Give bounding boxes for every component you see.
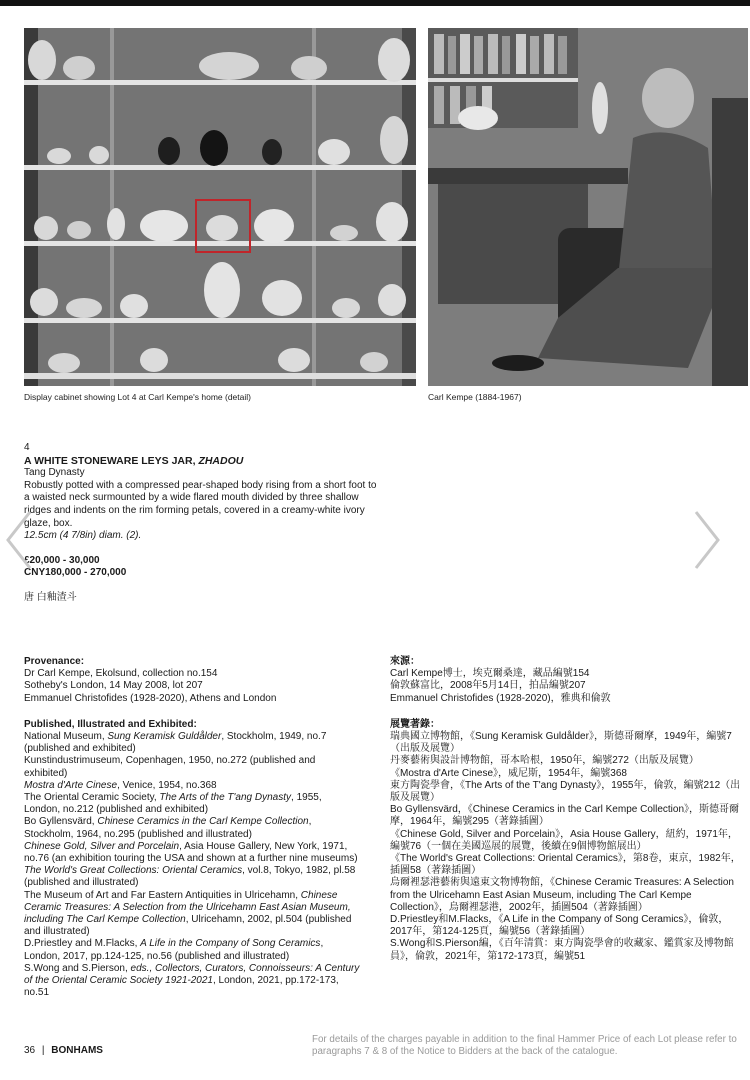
lot-description: Robustly potted with a compressed pear-shaped body rising from a short foot to a waisted neck surmounted by a wide flared mouth divided by three shallow ridges and indents on the rim forming petals, covered in a creamy-white ivory glaze, box. bbox=[24, 479, 377, 529]
published-entry: D.Priestley and M.Flacks, A Life in the Company of Song Ceramics, London, 2017, pp.124-125, no.56 (published and illustrated) bbox=[24, 938, 324, 962]
provenance-heading: Provenance: bbox=[24, 656, 85, 667]
lot-title: A WHITE STONEWARE LEYS JAR, ZHADOU bbox=[24, 454, 244, 467]
published-entry: Bo Gyllensvärd, Chinese Ceramics in the Carl Kempe Collection, Stockholm, 1964, no.295 (published and illustrated) bbox=[24, 816, 312, 840]
published-cn-entry: 瑞典國立博物館，《Sung Keramisk Guldålder》，斯德哥爾摩，1949年，編號7（出版及展覽） bbox=[390, 731, 732, 755]
published-cn-list bbox=[390, 731, 746, 963]
lot-title-italic: ZHADOU bbox=[198, 454, 244, 467]
charges-notice: For details of the charges payable in addition to the final Hammer Price of each Lot please refer to paragraphs 7 & 8 of the Notice to Bidders at the back of the catalogue. bbox=[312, 1034, 737, 1057]
lot-number: 4 bbox=[24, 442, 30, 453]
lot-dynasty: Tang Dynasty bbox=[24, 467, 85, 479]
page-number: 36 bbox=[24, 1045, 36, 1056]
portrait-photo bbox=[428, 28, 748, 386]
provenance-line: Dr Carl Kempe, Ekolsund, collection no.154 bbox=[24, 668, 218, 680]
published-cn-entry: 東方陶瓷學會，《The Arts of the T'ang Dynasty》，1955年，倫敦，編號212（出版及展覽） bbox=[390, 779, 741, 804]
chevron-left-icon bbox=[2, 508, 36, 572]
published-heading: Published, Illustrated and Exhibited: bbox=[24, 718, 197, 730]
provenance-cn-line: Emmanuel Christofides (1928-2020)，雅典和倫敦 bbox=[390, 692, 611, 704]
provenance-line: Sotheby's London, 14 May 2008, lot 207 bbox=[24, 680, 203, 692]
provenance-cn-line: Carl Kempe博士，埃克爾桑達，藏品編號154 bbox=[390, 668, 590, 680]
published-entry: The Oriental Ceramic Society, The Arts of the T'ang Dynasty, 1955, London, no.212 (published and exhibited) bbox=[24, 792, 322, 816]
provenance-line: Emmanuel Christofides (1928-2020), Athens and London bbox=[24, 692, 277, 704]
brand-name: BONHAMS bbox=[51, 1045, 103, 1056]
published-entry: National Museum, Sung Keramisk Guldålder, Stockholm, 1949, no.7 (published and exhibited) bbox=[24, 731, 327, 755]
published-cn-entry: 《Chinese Gold, Silver and Porcelain》，Asia House Gallery，紐約，1971年，編號76（一個在美國巡展的展覽，後續在9個博物館展出） bbox=[390, 828, 738, 852]
display-cabinet-image bbox=[24, 28, 416, 386]
published-entry: S.Wong and S.Pierson, eds., Collectors, Curators, Connoisseurs: A Century of the Oriental Ceramic Society 1921-2021, London, 2021, pp.172-173, no.51 bbox=[24, 962, 360, 999]
right-photo-caption: Carl Kempe (1884-1967) bbox=[428, 392, 522, 402]
lot-details bbox=[24, 442, 384, 605]
published-cn-entry: 《Mostra d'Arte Cinese》，威尼斯，1954年，編號368 bbox=[390, 767, 627, 779]
estimate-cny: CNY180,000 - 270,000 bbox=[24, 567, 127, 579]
english-column bbox=[24, 656, 360, 999]
published-cn-entry: 《The World's Great Collections: Oriental Ceramics》，第8卷，東京，1982年，插圖58（著錄插圖） bbox=[390, 853, 741, 877]
published-cn-entry: S.Wong和S.Pierson編，《百年清賞：東方陶瓷學會的收藏家、鑑賞家及博物館員》，倫敦，2021年，第172-173頁，編號51 bbox=[390, 938, 734, 962]
left-photo-caption: Display cabinet showing Lot 4 at Carl Kempe's home (detail) bbox=[24, 392, 251, 402]
portrait-image bbox=[428, 28, 748, 386]
chevron-right-icon bbox=[690, 508, 724, 572]
published-entry: The Museum of Art and Far Eastern Antiquities in Ulricehamn, Chinese Ceramic Treasures: A Selection from the Ulricehamn East Asian Museum, including The Carl Kempe Collection, Ulricehamn, 2002, pl.504 (published and illustrated) bbox=[24, 889, 352, 938]
published-entry: Kunstindustrimuseum, Copenhagen, 1950, no.272 (published and exhibited) bbox=[24, 755, 316, 779]
display-cabinet-photo bbox=[24, 28, 416, 386]
estimate-gbp: £20,000 - 30,000 bbox=[24, 554, 100, 566]
published-cn-entry: 丹麥藝術與設計博物館，哥本哈根，1950年，編號272（出版及展覽） bbox=[390, 755, 699, 767]
published-cn-entry: 烏爾裡瑟港藝術與遠東文物博物館，《Chinese Ceramic Treasures: A Selection from the Ulricehamn East Asian Museum, including The Carl Kempe Collection》，烏爾裡瑟港，2002年，插圖504（著錄插圖） bbox=[390, 877, 734, 913]
published-entry: Chinese Gold, Silver and Porcelain, Asia House Gallery, New York, 1971, no.76 (an exhibition touring the USA and shown at a further nine museums) bbox=[24, 840, 358, 865]
chinese-column bbox=[390, 656, 746, 963]
published-entry: The World's Great Collections: Oriental Ceramics, vol.8, Tokyo, 1982, pl.58 (published and illustrated) bbox=[24, 865, 356, 889]
footer-separator: | bbox=[41, 1045, 45, 1056]
published-cn-heading: 展覽著錄： bbox=[390, 718, 440, 730]
page-footer bbox=[24, 1045, 103, 1056]
chinese-title: 唐 白釉渣斗 bbox=[24, 591, 77, 603]
provenance-cn-heading: 來源： bbox=[390, 656, 420, 667]
lot-dimension: 12.5cm (4 7/8in) diam. (2). bbox=[24, 530, 142, 542]
published-cn-entry: Bo Gyllensvärd，《Chinese Ceramics in the Carl Kempe Collection》，斯德哥爾摩，1964年，編號295（著錄插圖） bbox=[390, 804, 740, 828]
prev-page-button[interactable] bbox=[2, 508, 36, 572]
published-entry: Mostra d'Arte Cinese, Venice, 1954, no.368 bbox=[24, 779, 217, 791]
top-rule bbox=[0, 0, 750, 6]
next-page-button[interactable] bbox=[690, 508, 724, 572]
provenance-cn-line: 倫敦蘇富比，2008年5月14日，拍品編號207 bbox=[390, 680, 586, 692]
published-list bbox=[24, 731, 360, 999]
published-cn-entry: D.Priestley和M.Flacks，《A Life in the Company of Song Ceramics》，倫敦，2017年，第124-125頁，編號56（著錄插圖） bbox=[390, 914, 729, 938]
